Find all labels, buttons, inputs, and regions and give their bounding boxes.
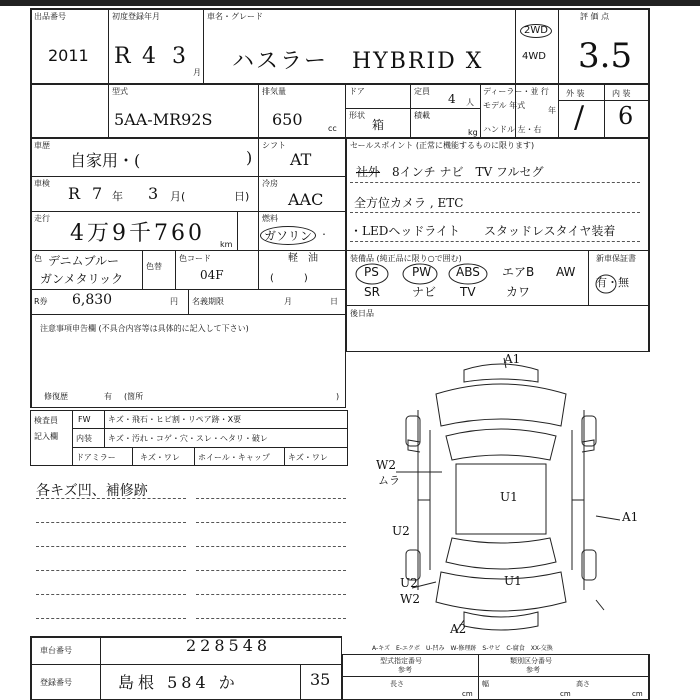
model-label: 型式: [112, 87, 128, 96]
top-strip: [0, 0, 700, 6]
repair-place: (箇所: [124, 392, 144, 401]
inspector-wheel-items: キズ・ワレ: [288, 453, 328, 462]
equipment-circles: [350, 262, 650, 302]
disp-label: 排気量: [262, 87, 286, 96]
name-label: 車名・グレード: [207, 12, 263, 21]
designation-label: 型式指定番号: [380, 657, 422, 665]
score-label: 評 価 点: [580, 12, 610, 21]
mark-mura: ムラ: [378, 474, 400, 487]
repair-close: ): [336, 392, 340, 401]
history-close: ): [246, 148, 253, 167]
model-year-unit: 年: [548, 106, 556, 115]
reg-year: 4: [142, 44, 156, 69]
height-label: 高さ: [576, 680, 590, 688]
length-unit: cm: [462, 690, 473, 698]
light-oil-label: 軽 油: [288, 253, 318, 264]
mark-a2: A2: [450, 622, 467, 636]
fuel-paren: ( ): [270, 273, 308, 284]
cooler-label: 冷房: [262, 179, 278, 188]
sales-line-3: ・LEDヘッドライト スタッドレスタイヤ装着: [350, 224, 616, 238]
mark-u2-bottom: U2: [400, 576, 418, 590]
equip-tv: TV: [460, 285, 476, 299]
length-label: 長さ: [390, 680, 404, 688]
recycle-unit: 円: [170, 297, 178, 306]
score-value: 3.5: [578, 36, 633, 76]
plate-number: 35: [310, 670, 331, 689]
equip-aw: AW: [556, 265, 576, 279]
category-ref: 参考: [526, 666, 540, 674]
insp-month-unit: 月(: [170, 190, 186, 203]
color-code-label: 色コード: [179, 254, 211, 263]
capacity-value: 4: [448, 92, 456, 106]
name-value: ハスラー HYBRID X: [232, 49, 484, 74]
name-period-day: 日: [330, 297, 338, 306]
equip-abs: ABS: [456, 265, 480, 279]
shift-value: AT: [290, 150, 312, 169]
inspector-fw: FW: [78, 415, 91, 424]
mark-u1-bottom: U1: [504, 574, 522, 588]
equip-navi: ナビ: [412, 285, 437, 299]
color-value-2: ガンメタリック: [40, 272, 124, 286]
mileage-unit: km: [220, 240, 233, 249]
lot-label: 出品番号: [34, 12, 66, 21]
recycle-value: 6,830: [72, 292, 113, 308]
width-label: 幅: [482, 680, 489, 688]
inspector-interior-items: キズ・汚れ・コゲ・穴・スレ・ヘタリ・破レ: [108, 434, 268, 443]
dealer-label: ディーラー・並 行: [483, 87, 549, 96]
insp-year-unit: 年: [112, 190, 123, 203]
inspection-label: 車検: [34, 179, 50, 188]
mileage-value: 4万9千760: [70, 221, 205, 246]
sales-label: セールスポイント (正常に機能するものに限ります): [350, 141, 535, 150]
aftermarket-label: 後日品: [350, 309, 374, 318]
load-label: 積載: [414, 111, 430, 120]
lot-value: 2011: [48, 46, 89, 65]
repair-label: 修復歴: [44, 392, 68, 401]
chassis-label: 車台番号: [40, 646, 72, 655]
model-year-label: モデル 年式: [483, 101, 526, 110]
drive-2wd: 2WD: [520, 24, 552, 38]
door-label: ドア: [349, 87, 365, 96]
color-change-label: 色替: [146, 262, 162, 271]
inspector-mirror: ドアミラー: [76, 453, 116, 462]
designation-ref: 参考: [398, 666, 412, 674]
sales-line-2: 全方位カメラ , ETC: [354, 196, 464, 210]
mark-a1-front: A1: [504, 352, 521, 366]
color-label: 色: [34, 254, 42, 263]
handle-label: ハンドル 左・右: [483, 125, 542, 134]
recycle-label: R券: [34, 297, 48, 306]
insp-month: 3: [148, 184, 159, 203]
sales-line-1: 8インチ ナビ TV フルセグ: [392, 165, 544, 179]
exterior-value: /: [574, 100, 585, 135]
interior-label: 内 装: [612, 89, 631, 98]
color-code-value: 04F: [200, 268, 224, 282]
width-unit: cm: [560, 690, 571, 698]
inspector-label-1: 検査員: [34, 416, 58, 425]
equip-label: 装備品 (純正品に限り○で囲む): [350, 254, 462, 263]
reg-month: 3: [172, 44, 186, 69]
mark-w2-left: W2: [376, 458, 396, 472]
exterior-label: 外 装: [566, 89, 585, 98]
equip-ps: PS: [364, 265, 379, 279]
capacity-unit: 人: [466, 98, 474, 107]
shape-label: 形状: [349, 111, 365, 120]
repair-value: 有: [104, 392, 112, 401]
sales-strike: 社外: [356, 165, 381, 179]
category-label: 類別区分番号: [510, 657, 552, 665]
disp-value: 650: [272, 110, 303, 129]
reg-label: 初度登録年月: [112, 12, 160, 21]
insp-era: R: [68, 184, 81, 203]
insp-day-unit: 日): [234, 190, 250, 203]
plate-value: 島根 584 か: [118, 673, 239, 692]
mark-u1-top: U1: [500, 490, 518, 504]
load-unit: kg: [468, 128, 478, 137]
drive-4wd: 4WD: [522, 51, 546, 62]
warranty-value: 有・無: [596, 276, 629, 289]
height-unit: cm: [632, 690, 643, 698]
inspector-handwritten: 各キズ凹、補修跡: [36, 483, 148, 499]
mark-w2-bottom: W2: [400, 592, 420, 606]
equip-airbag: エアB: [502, 265, 535, 279]
mark-a1-right: A1: [622, 510, 639, 524]
name-period-unit: 月: [284, 297, 292, 306]
name-period-label: 名義期限: [192, 297, 224, 306]
shift-label: シフト: [262, 141, 286, 150]
cooler-value: AAC: [288, 190, 324, 209]
mileage-label: 走行: [34, 214, 50, 223]
fuel-value: ガソリン: [260, 226, 316, 245]
inspector-label-2: 記入欄: [34, 432, 58, 441]
inspector-wheel: ホイール・キャップ: [198, 453, 270, 462]
interior-value: 6: [618, 102, 634, 130]
disp-unit: cc: [328, 124, 337, 133]
equip-sr: SR: [364, 285, 380, 299]
plate-label: 登録番号: [40, 678, 72, 687]
model-value: 5AA-MR92S: [114, 110, 213, 129]
new-warranty-label: 新車保証書: [596, 254, 636, 263]
fuel-label: 燃料: [262, 214, 278, 223]
capacity-label: 定員: [414, 87, 430, 96]
equip-leather: カワ: [506, 285, 531, 299]
notes-label: 注意事項申告欄 (不具合内容等は具体的に記入して下さい): [40, 324, 249, 333]
history-label: 車歴: [34, 141, 50, 150]
color-value: デニムブルー: [48, 254, 120, 268]
mark-u2-left: U2: [392, 524, 410, 538]
equip-pw: PW: [412, 265, 432, 279]
history-value: 自家用・(: [70, 151, 141, 170]
inspector-fw-items: キズ・飛石・ヒビ割・リペア跡・X要: [108, 415, 242, 424]
shape-value: 箱: [372, 118, 385, 132]
inspector-mirror-items: キズ・ワレ: [140, 453, 180, 462]
chassis-value: 228548: [186, 636, 272, 655]
inspector-interior: 内装: [76, 434, 92, 443]
reg-month-unit: 月: [193, 68, 201, 77]
reg-era: R: [114, 44, 131, 69]
fuel-dash: ・: [320, 230, 328, 239]
diagram-legend: A-キズ E-エクボ U-凹み W-修理跡 S-サビ C-腐食 XX-交換: [372, 645, 553, 652]
insp-year: 7: [92, 184, 103, 203]
